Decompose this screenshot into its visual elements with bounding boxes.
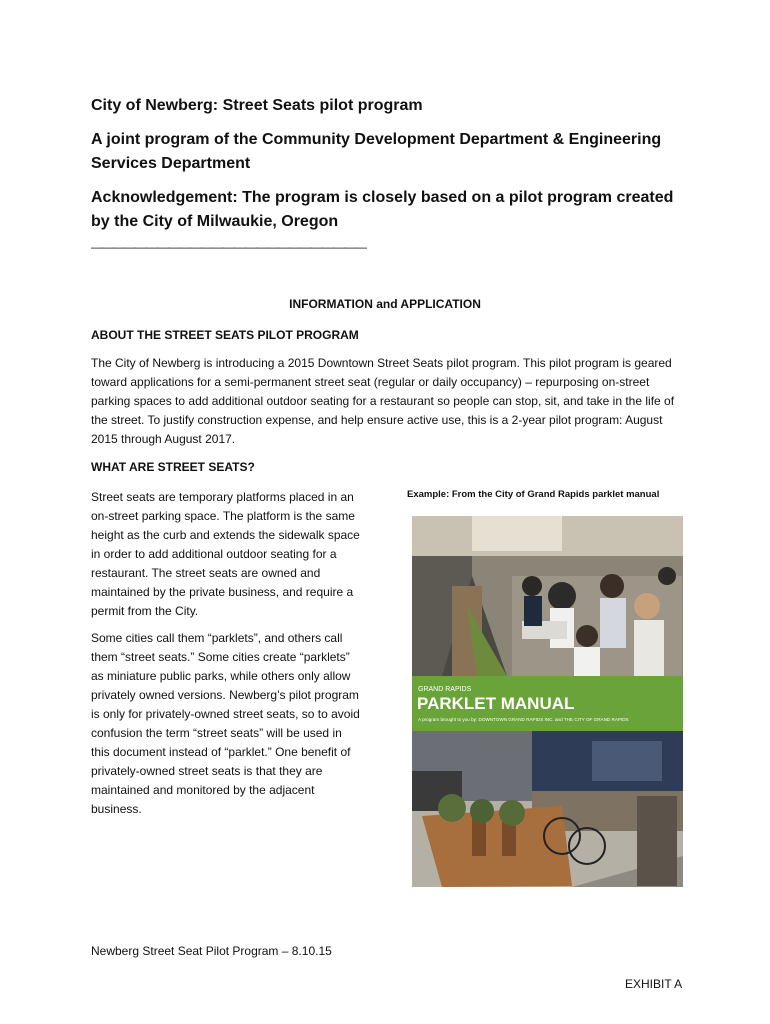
- parklet-manual-cover-image: [412, 516, 683, 887]
- banner-title: PARKLET MANUAL: [417, 694, 575, 713]
- about-paragraph: The City of Newberg is introducing a 2015 Downtown Street Seats pilot program. This pilot program is geared toward applications for a semi-permanent street seat (regular or daily occupancy) – repurposing on-street parking spaces to add additional outdoor seating for a restaurant so people can stop, sit, and take in the life of the street. To justify construction expense, and help ensure active use, this is a 2-year pilot program: August 2015 through August 2017.: [91, 356, 675, 446]
- what-heading: WHAT ARE STREET SEATS?: [91, 460, 255, 474]
- about-heading: ABOUT THE STREET SEATS PILOT PROGRAM: [91, 328, 359, 342]
- document-title: City of Newberg: Street Seats pilot program: [91, 97, 423, 114]
- cover-photo: [412, 516, 683, 887]
- figure-caption: Example: From the City of Grand Rapids parklet manual: [407, 489, 660, 500]
- what-paragraph-1: Street seats are temporary platforms placed in an on-street parking space. The platform is the same height as the curb and extends the sidewalk space in order to add additional outdoor seating for a restaurant. The street seats are owned and maintained by the private business, and require a permit from the City.: [91, 490, 360, 618]
- exhibit-label: EXHIBIT A: [625, 977, 683, 991]
- footer-text: Newberg Street Seat Pilot Program – 8.10.15: [91, 944, 332, 958]
- banner-byline: A program brought to you by: DOWNTOWN GRAND RAPIDS INC. and THE CITY OF GRAND RAPIDS: [418, 717, 629, 722]
- section-title: INFORMATION and APPLICATION: [289, 297, 481, 311]
- document-subtitle: A joint program of the Community Development Department & Engineering Services Department: [91, 131, 662, 172]
- what-paragraph-2: Some cities call them “parklets”, and others call them “street seats.” Some cities create “parklets” as miniature public parks, while others only allow privately owned versions. Newberg’s pilot program is only for privately-owned street seats, so to avoid confusion the term “street seats” will be used in this document instead of “parklet.” One benefit of privately-owned street seats is that they are maintained and monitored by the adjacent business.: [91, 631, 360, 816]
- horizontal-rule: —————————————————————————: [91, 240, 366, 254]
- acknowledgement: Acknowledgement: The program is closely based on a pilot program created by the City of Milwaukie, Oregon: [91, 189, 674, 230]
- banner-kicker: GRAND RAPIDS: [418, 686, 472, 693]
